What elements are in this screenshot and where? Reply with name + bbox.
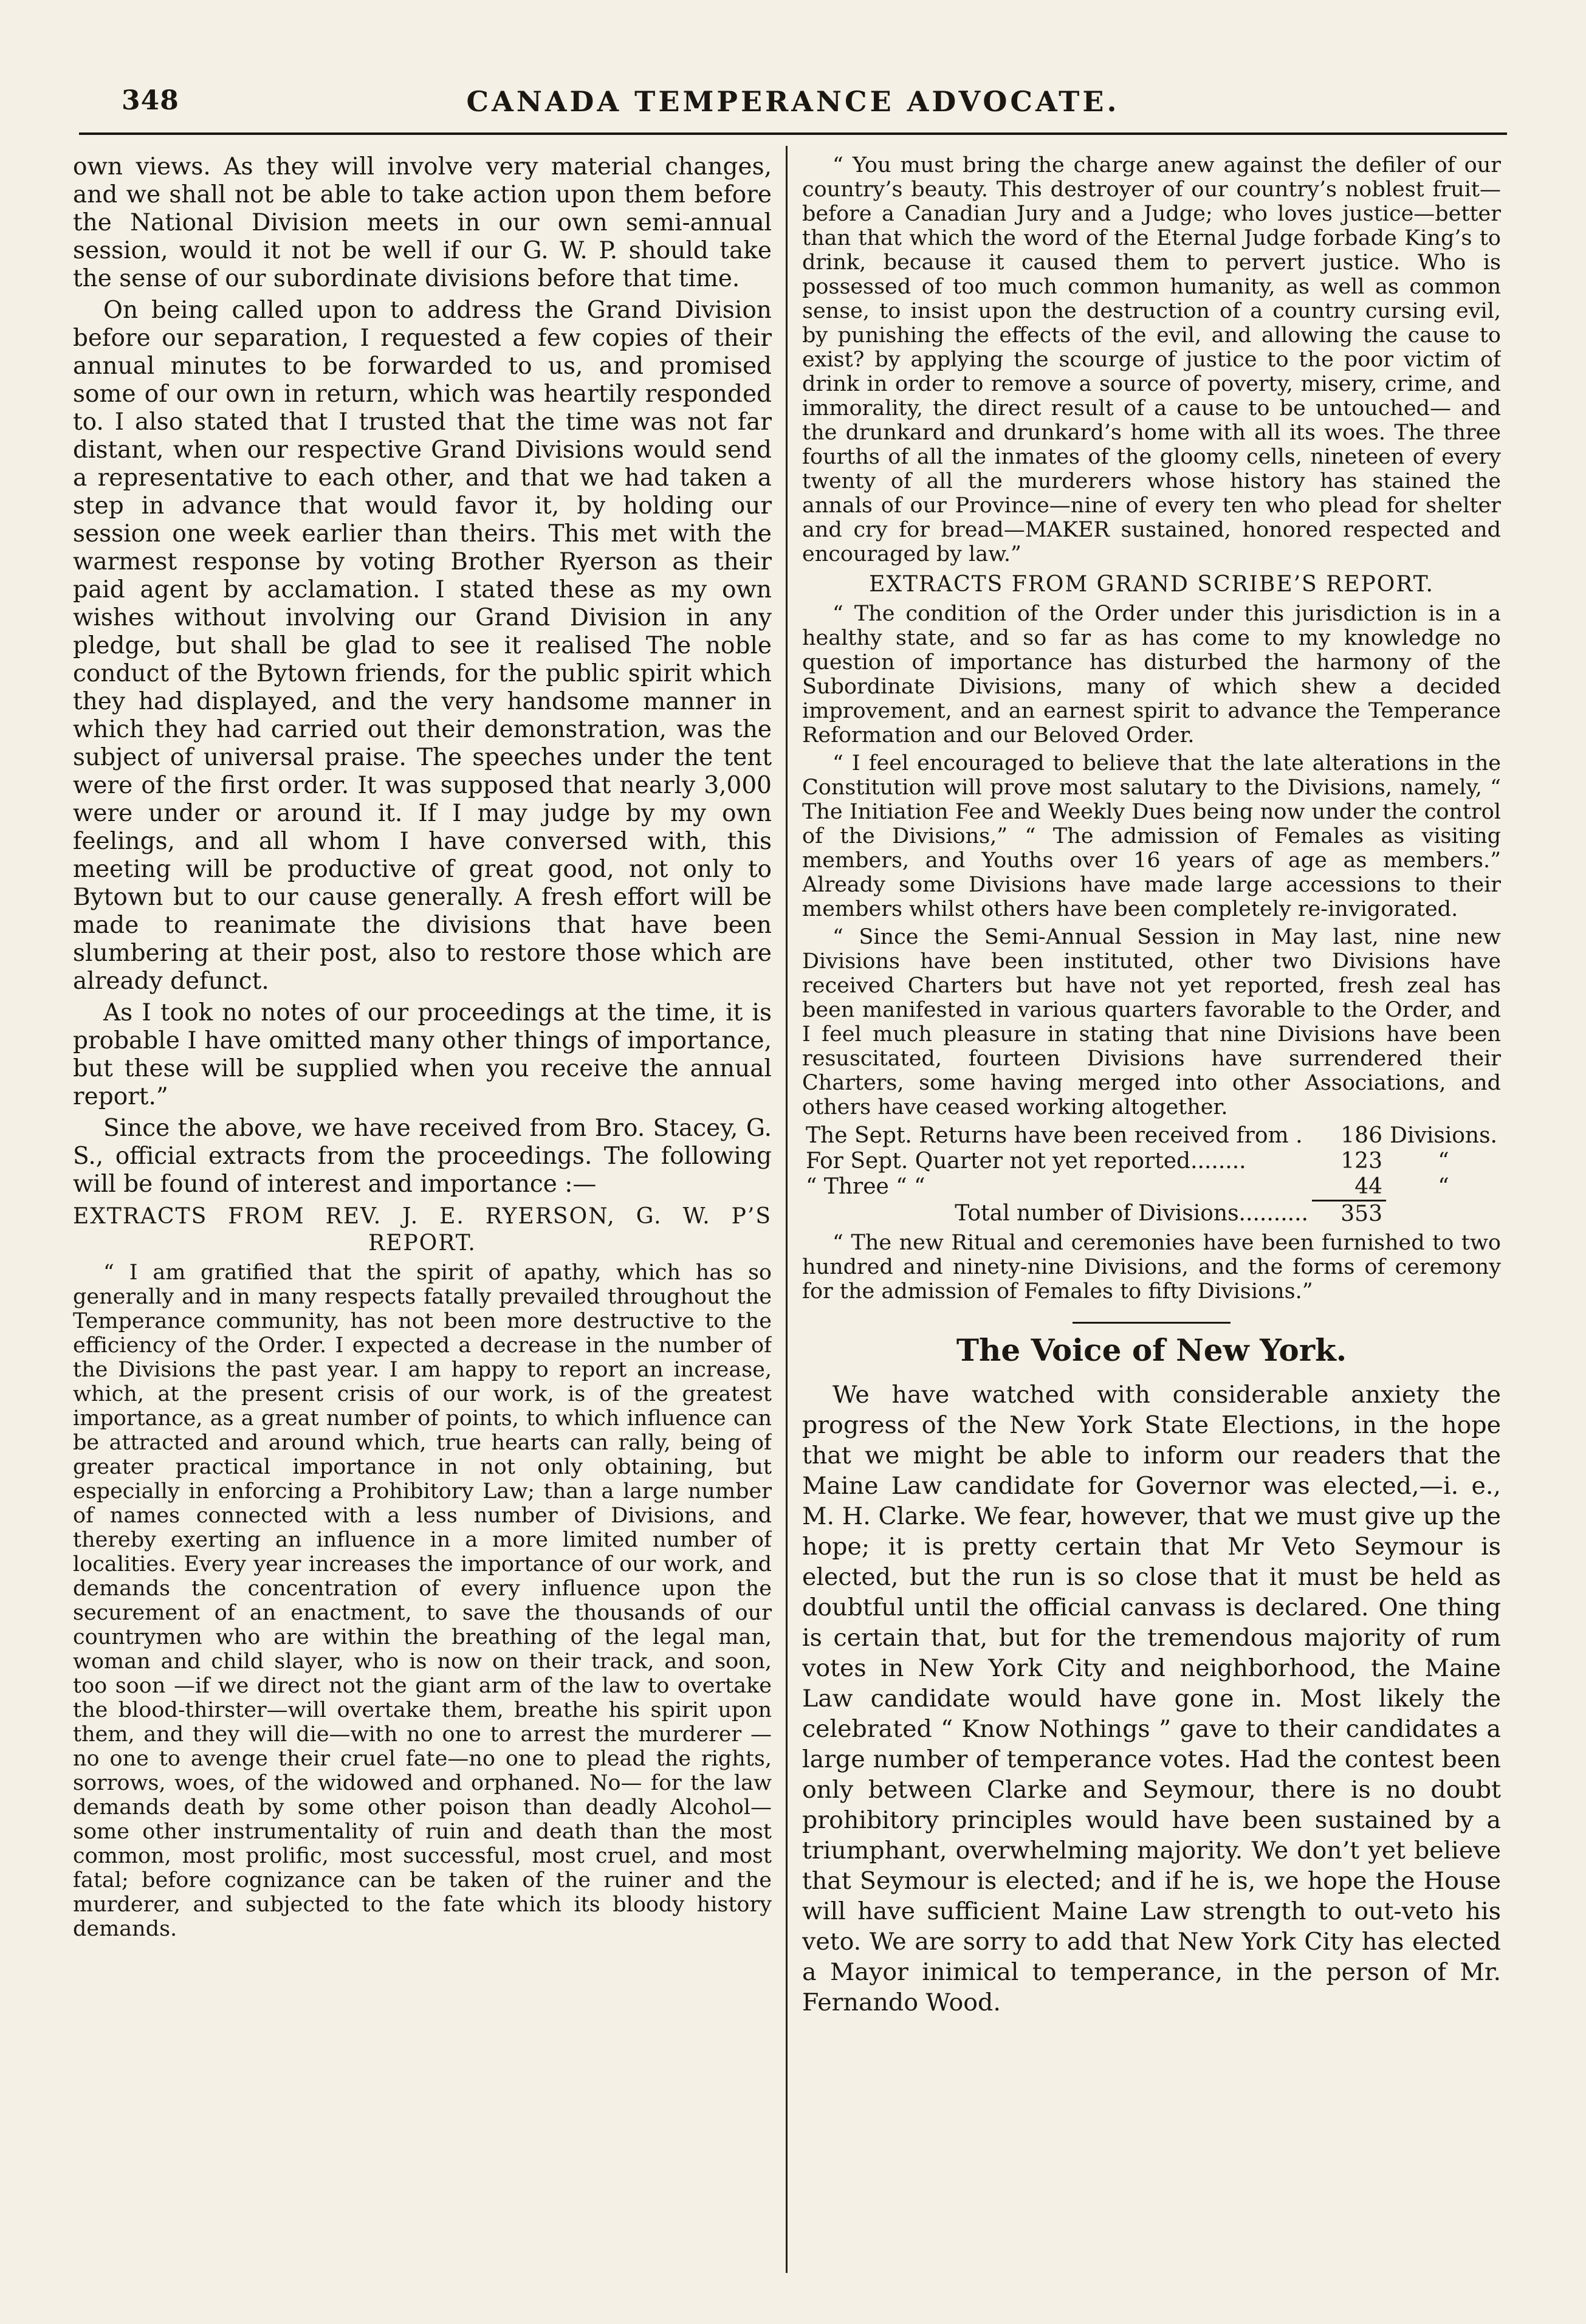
report-extract: “ I am gratified that the spirit of apathy, which has so generally and in many respects fatally prevailed throughout the Temperance community, has not been more destructive to the efficiency of the Order. I expected a decrease in the number of the Divisions the past year. I am happy to report an increase, which, at the present crisis of our work, is of the greatest importance, as a great number of points, to which influence can be attracted and around which, true hearts can rally, being of greater practical importance in not only obtaining, but especially in enforcing a Prohibitory Law; than a large number of names connected with a less number of Divisions, and thereby exerting an influence in a more limited number of localities. Every year increases the importance of our work, and demands the concentration of every influence upon the securement of an enactment, to save the thousands of our countrymen who are within the breathing of the legal man, woman and child slayer, who is now on their track, and soon, too soon —if we direct not the giant arm of the law to overtake the blood-thirster—will overtake them, breathe his spirit upon them, and they will die—with no one to arrest the murderer —no one to avenge their cruel fate—no one to plead the rights, sorrows, woes, of the widowed and orphaned. No— for the law demands death by some other poison than deadly Alcohol—some other instrumentality of ruin and death than the most common, most prolific, most successful, most cruel, and most fatal; before cognizance can be taken of the ruiner and the murderer, and subjected to the fate which its bloody history demands. [73,1260,772,1941]
division-returns-table [802,1123,1501,1227]
empty-cell [1386,1201,1501,1228]
paragraph: Since the above, we have received from Bro. Stacey, G. S., official extracts from the proceedings. The following will be found of interest and importance :— [73,1115,772,1198]
section-heading: EXTRACTS FROM GRAND SCRIBE’S REPORT. [869,572,1434,597]
article-rule [1073,1322,1231,1324]
returns-label: “ Three “ “ [806,1174,925,1199]
article-title: The Voice of New York. [956,1332,1347,1368]
header-rule [79,132,1507,135]
report-extract: “ The condition of the Order under this jurisdiction is in a healthy state, and so far as has come to my knowledge no question of importance has disturbed the harmony of the Subordinate Divisions, many of which shew a decided improvement, and an earnest spirit to advance the Temperance Reformation and our Beloved Order. [802,602,1501,748]
right-column [802,153,1501,2274]
report-extract: “ You must bring the charge anew against the defiler of our country’s beauty. This destroyer of our country’s noblest fruit—before a Canadian Jury and a Judge; who loves justice—better than that which the word of the Eternal Judge forbade King’s to drink, because it caused them to pervert justice. Who is possessed of too much common humanity, as well as common sense, to insist upon the destruction of a country cursing evil, by punishing the effects of the evil, and allowing the cause to exist? by applying the scourge of justice to the poor victim of drink in order to remove a source of poverty, misery, crime, and immorality, the direct result of a cause to be untouched— and the drunkard and drunkard’s home with all its woes. The three fourths of all the inmates of the gloomy cells, nineteen of every twenty of all the murderers whose history has stained the annals of our Province—nine of every ten who plead for shelter and cry for bread—MAKER sustained, honored respected and encouraged by law.” [802,153,1501,566]
returns-value: 186 [1341,1123,1382,1148]
left-column [73,153,772,2274]
returns-label: For Sept. Quarter not yet reported........ [806,1149,1246,1174]
page-number: 348 [122,85,179,116]
total-value: 353 [1312,1201,1386,1228]
report-extract: “ The new Ritual and ceremonies have been furnished to two hundred and ninety-nine Divisions, and the forms of ceremony for the admission of Females to fifty Divisions.” [802,1231,1501,1304]
section-heading: EXTRACTS FROM REV. J. E. RYERSON, G. W. P’S REPORT. [73,1204,772,1256]
returns-value: 123 [1341,1149,1382,1174]
article-body: We have watched with considerable anxiety the progress of the New York State Elections, in the hope that we might be able to inform our readers that the Maine Law candidate for Governor was elected,—i. e., M. H. Clarke. We fear, however, that we must give up the hope; it is pretty certain that Mr Veto Seymour is elected, but the run is so close that it must be held as doubtful until the official canvass is declared. One thing is certain that, but for the tremendous majority of rum votes in New York City and neighborhood, the Maine Law candidate would have gone in. Most likely the celebrated “ Know Nothings ” gave to their candidates a large number of temperance votes. Had the contest been only between Clarke and Seymour, there is no doubt prohibitory principles would have been sustained by a triumphant, overwhelming majority. We don’t yet believe that Seymour is elected; and if he is, we hope the House will have sufficient Maine Law strength to out-veto his veto. We are sorry to add that New York City has elected a Mayor inimical to temperance, in the person of Mr. Fernando Wood. [802,1381,1501,2016]
page-header [79,85,1507,140]
column-divider [786,146,788,2273]
total-label: Total number of Divisions.......... [955,1200,1308,1226]
paragraph: As I took no notes of our proceedings at the time, it is probable I have omitted many other things of importance, but these will be supplied when you receive the annual report.” [73,999,772,1110]
table-row [802,1201,1501,1228]
paragraph: On being called upon to address the Grand Division before our separation, I requested a few copies of their annual minutes to be forwarded to us, and promised some of our own in return, which was heartily responded to. I also stated that I trusted that the time was not far distant, when our respective Grand Divisions would send a representative to each other, and that we had taken a step in advance that would favor it, by holding our session one week earlier than theirs. This met with the warmest response by voting Brother Ryerson as their paid agent by acclamation. I stated these as my own wishes without involving our Grand Division in any pledge, but shall be glad to see it realised The noble conduct of the Bytown friends, for the public spirit which they had displayed, and the very handsome manner in which they had carried out their demonstration, was the subject of universal praise. The speeches under the tent were of the first order. It was supposed that nearly 3,000 were under or around it. If I may judge by my own feelings, and all whom I have conversed with, this meeting will be productive of great good, not only to Bytown but to our cause generally. A fresh effort will be made to reanimate the divisions that have been slumbering at their post, also to restore those which are already defunct. [73,297,772,995]
returns-unit: Divisions. [1390,1123,1497,1148]
paragraph: own views. As they will involve very material changes, and we shall not be able to take action upon them before the National Division meets in our own semi-annual session, would it not be well if our G. W. P. should take the sense of our subordinate divisions before that time. [73,153,772,292]
table-row [802,1149,1501,1174]
returns-label: The Sept. Returns have been received from . [806,1123,1303,1148]
table-row [802,1123,1501,1149]
report-extract: “ Since the Semi-Annual Session in May last, nine new Divisions have been instituted, other two Divisions have received Charters but have not yet reported, fresh zeal has been manifested in various quarters favorable to the Order, and I feel much pleasure in stating that nine Divisions have been resuscitated, fourteen Divisions have surrendered their Charters, some having merged into other Associations, and others have ceased working altogether. [802,925,1501,1119]
returns-unit: “ [1438,1149,1449,1174]
table-row [802,1174,1501,1201]
report-extract: “ I feel encouraged to believe that the late alterations in the Constitution will prove most salutary to the Divisions, namely, “ The Initiation Fee and Weekly Dues being now under the control of the Divisions,” “ The admission of Females as visiting members, and Youths over 16 years of age as members.” Already some Divisions have made large accessions to their members whilst others have been completely re-invigorated. [802,751,1501,921]
returns-unit: “ [1438,1174,1449,1199]
returns-value: 44 [1354,1174,1382,1199]
running-title: CANADA TEMPERANCE ADVOCATE. [466,85,1120,118]
